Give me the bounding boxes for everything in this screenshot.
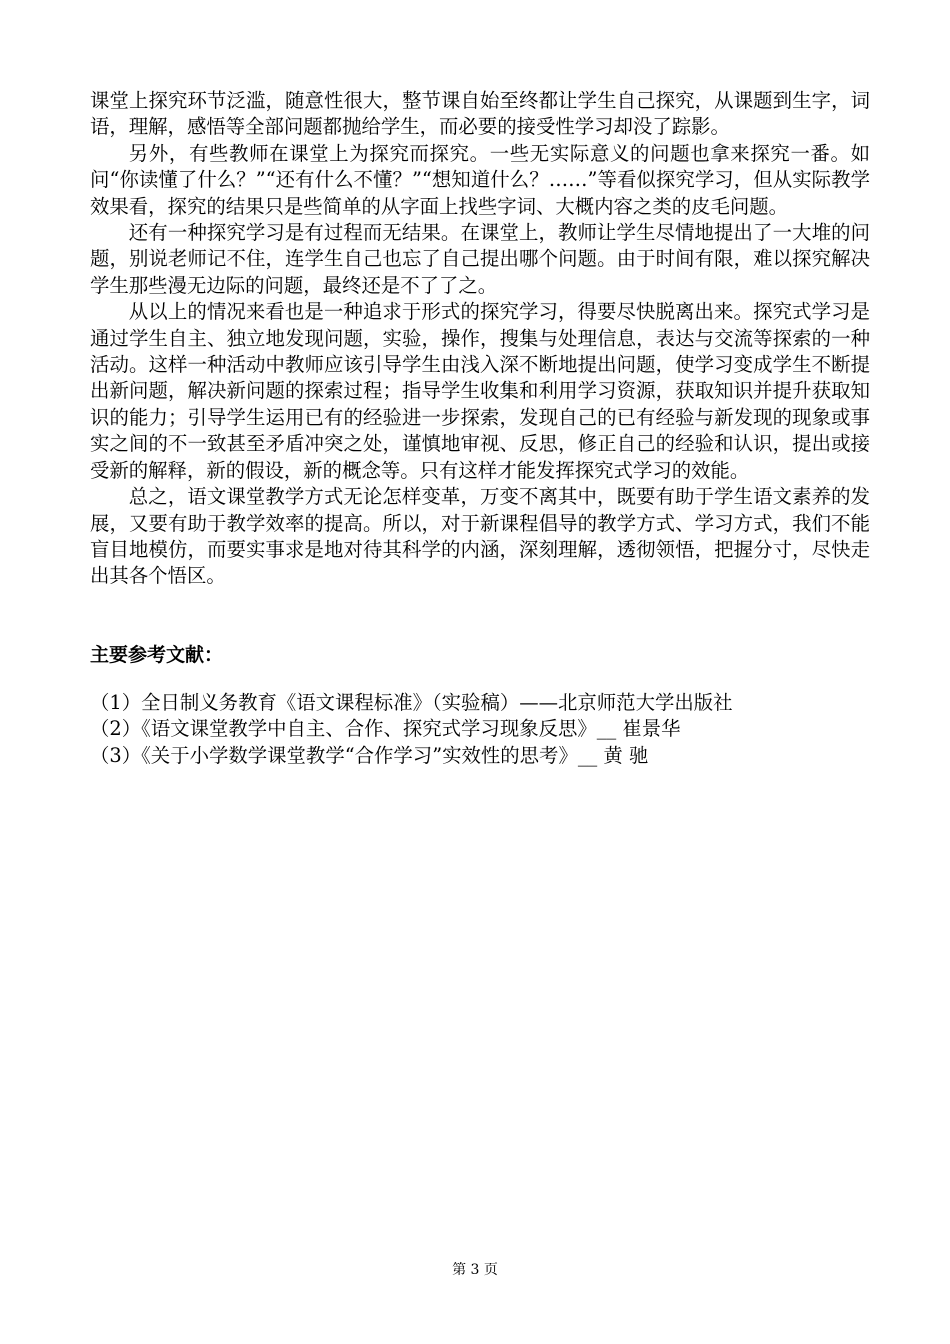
body-paragraph-4: 从以上的情况来看也是一种追求于形式的探究学习，得要尽快脱离出来。探究式学习是通过学生自主、独立地发现问题，实验，操作，搜集与处理信息，表达与交流等探索的一种活动。这样一种活动中教师应该引导学生由浅入深不断地提出问题，使学习变成学生不断提出新问题，解决新问题的探索过程；指导学生收集和利用学习资源，获取知识并提升获取知识的能力；引导学生运用已有的经验进一步探索，发现自己的已有经验与新发现的现象或事实之间的不一致甚至矛盾冲突之处，谨慎地审视、反思，修正自己的经验和认识，提出或接受新的解释，新的假设，新的概念等。只有这样才能发挥探究式学习的效能。	[90, 300, 870, 482]
reference-item-1: （1）全日制义务教育《语文课程标准》（实验稿）——北京师范大学出版社	[90, 690, 733, 714]
body-paragraph-5: 总之，语文课堂教学方式无论怎样变革，万变不离其中，既要有助于学生语文素养的发展，又要有助于教学效率的提高。所以，对于新课程倡导的教学方式、学习方式，我们不能盲目地模仿，而要实事求是地对待其科学的内涵，深刻理解，透彻领悟，把握分寸，尽快走出其各个悟区。	[90, 485, 870, 588]
body-paragraph-1: 课堂上探究环节泛滥，随意性很大，整节课自始至终都让学生自己探究，从课题到生字，词语，理解，感悟等全部问题都抛给学生，而必要的接受性学习却没了踪影。	[90, 89, 870, 139]
reference-item-2: （2）《语文课堂教学中自主、合作、探究式学习现象反思》__ 崔景华	[90, 717, 681, 741]
page-number-footer: 第 3 页	[452, 1262, 498, 1278]
reference-item-3: （3）《关于小学数学课堂教学“合作学习”实效性的思考》__ 黄 驰	[90, 743, 649, 767]
references-heading: 主要参考文献：	[90, 643, 224, 666]
document-page	[90, 88, 870, 769]
references-list	[90, 690, 870, 769]
body-paragraph-2: 另外，有些教师在课堂上为探究而探究。一些无实际意义的问题也拿来探究一番。如问“你读懂了什么？”“还有什么不懂？”“想知道什么？……”等看似探究学习，但从实际教学效果看，探究的结果只是些简单的从字面上找些字词、大概内容之类的皮毛问题。	[90, 141, 870, 218]
body-paragraph-3: 还有一种探究学习是有过程而无结果。在课堂上，教师让学生尽情地提出了一大堆的问题，别说老师记不住，连学生自己也忘了自己提出哪个问题。由于时间有限，难以探究解决学生那些漫无边际的问题，最终还是不了了之。	[90, 221, 870, 297]
